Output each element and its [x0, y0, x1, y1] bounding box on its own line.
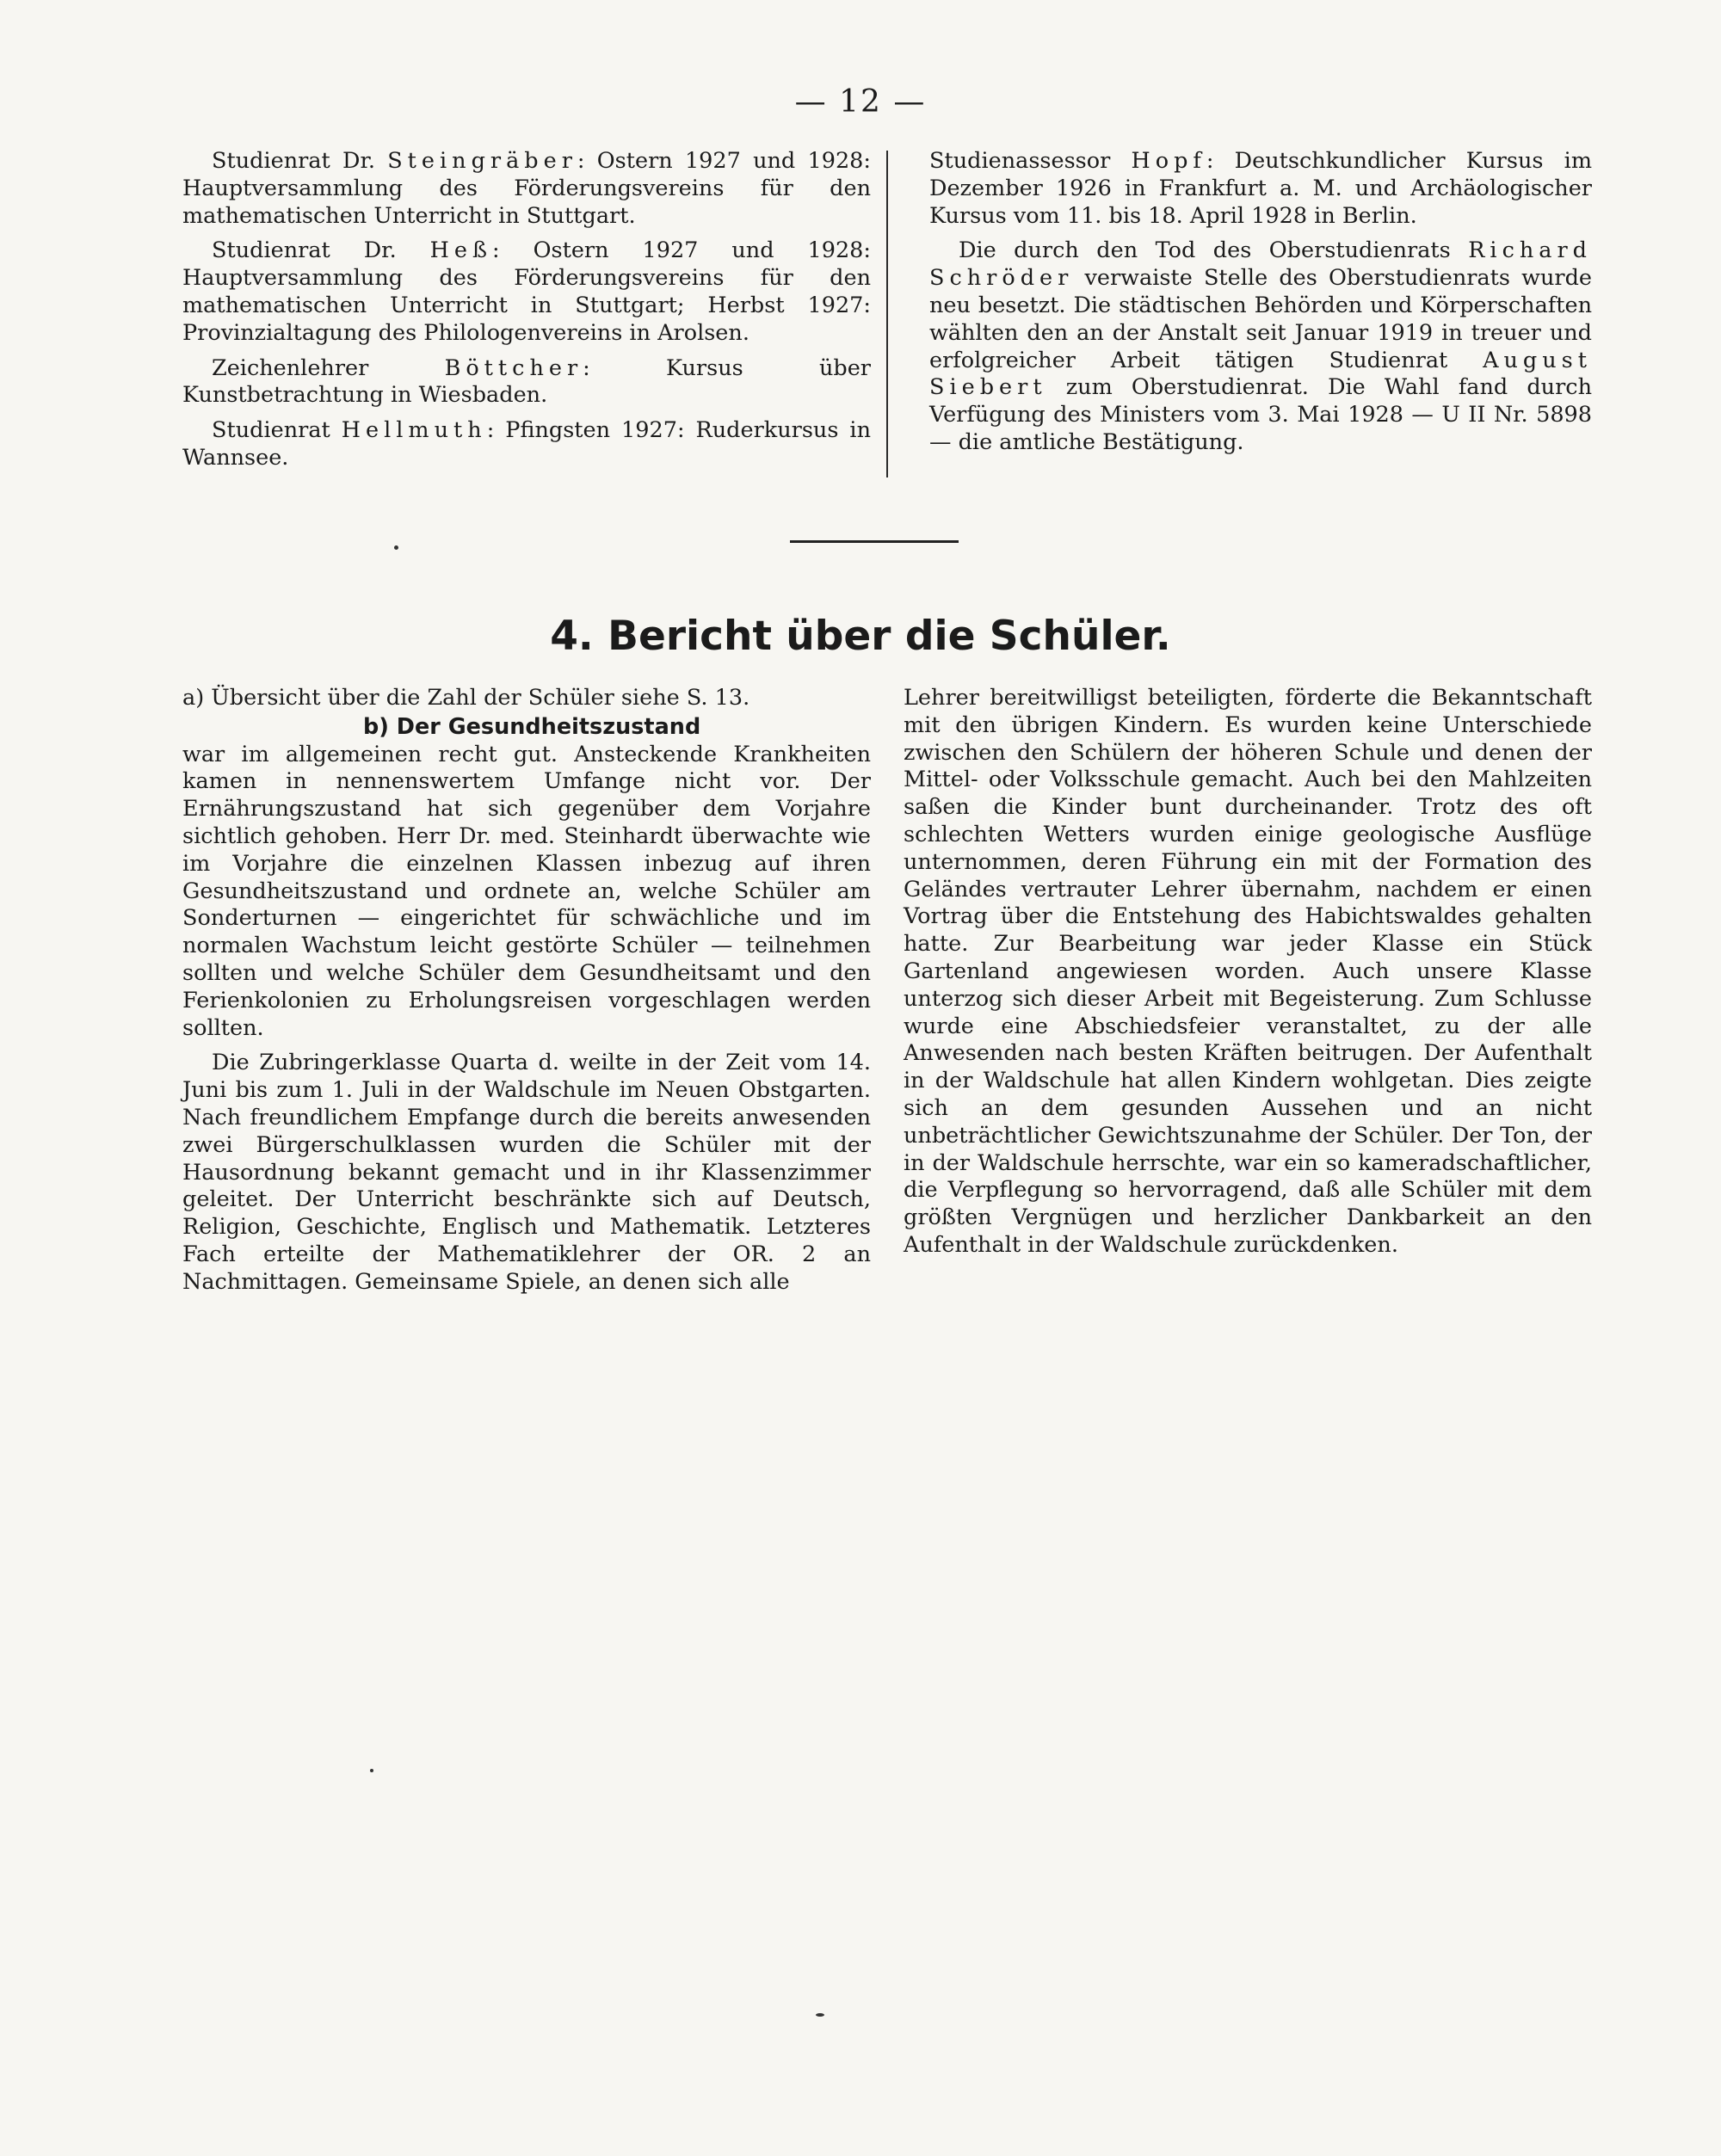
paragraph-prefix: Studienrat Dr. — [212, 148, 388, 174]
paragraph-prefix: Studienrat — [212, 417, 342, 444]
paragraph-uebersicht: a) Übersicht über die Zahl der Schüler siehe S. 13. — [182, 685, 750, 711]
page-number: — 12 — — [794, 84, 927, 120]
paragraph-waldschule: Die Zubringerklasse Quarta d. weilte in der Zeit vom 14. Juni bis zum 1. Juli in der Waldschule im Neuen Obstgarten. Nach freundlichem Empfange durch die bereits anwesenden zwei Bürgerschulklassen wurden die Schüler mit der Hausordnung bekannt gemacht und in ihr Klassenzimmer geleitet. Der Unterricht beschränkte sich auf Deutsch, Religion, Geschichte, Englisch und Mathematik. Letzteres Fach erteilte der Mathematiklehrer der OR. 2 an Nachmittagen. Gemeinsame Spiele, an denen sich alle — [182, 1050, 871, 1295]
scan-speck — [370, 1769, 373, 1772]
column-bottom-right — [904, 685, 1592, 1267]
paragraph-hopf — [929, 148, 1592, 230]
paragraph-text: : Ostern 1927 und 1928: Hauptversammlung des Förderungsvereins für den mathematischen Unterricht in Stuttgart; Herbst 1927: Provinzialtagung des Philologenvereins in Arolsen. — [182, 237, 871, 346]
paragraph-steingraeber — [182, 148, 871, 230]
paragraph-text: war im allgemeinen recht gut. Ansteckende Krankheiten kamen in nennenswertem Umfange nicht vor. Der Ernährungszustand hat sich gegenüber dem Vorjahre sichtlich gehoben. Herr Dr. med. Steinhardt überwachte wie im Vorjahre die einzelnen Klassen inbezug auf ihren Gesundheitszustand und ordnete an, welche Schüler am Sonderturnen — eingerichtet für schwächliche und im normalen Wachstum leicht gestörte Schüler — teilnehmen sollten und welche Schüler dem Gesundheitsamt und den Ferienkolonien zu Erholungsreisen vorgeschlagen werden sollten. — [182, 741, 871, 1041]
column-bottom-left — [182, 685, 871, 1304]
paragraph-waldschule-cont: Lehrer bereitwilligst beteiligten, förderte die Bekanntschaft mit den übrigen Kindern. Es wurden keine Unterschiede zwischen den Schülern der höheren Schule und denen der Mittel- oder Volksschule gemacht. Auch bei den Mahlzeiten saßen die Kinder bunt durcheinander. Trotz des oft schlechten Wetters wurden einige geologische Ausflüge unternommen, deren Führung ein mit der Formation des Geländes vertrauter Lehrer übernahm, nachdem er einen Vortrag über die Entstehung des Habichtswaldes gehalten hatte. Zur Bearbeitung war jeder Klasse ein Stück Gartenland angewiesen worden. Auch unsere Klasse unterzog sich dieser Arbeit mit Begeisterung. Zum Schlusse wurde eine Abschiedsfeier veranstaltet, zu der alle Anwesenden nach besten Kräften beitrugen. Der Aufenthalt in der Waldschule hat allen Kindern wohlgetan. Dies zeigte sich an dem gesunden Aussehen und an nicht unbeträchtlicher Gewichtszunahme der Schüler. Der Ton, der in der Waldschule herrschte, war ein so kameradschaftlicher, die Verpflegung so hervorragend, daß alle Schüler mit dem größten Vergnügen und herzlicher Dankbarkeit an den Aufenthalt in der Waldschule zurückdenken. — [904, 685, 1592, 1258]
column-top-left — [182, 148, 871, 480]
section-separator — [790, 540, 959, 543]
paragraph-text: Die durch den Tod des Oberstudienrats — [959, 237, 1469, 264]
section-heading: 4. Bericht über die Schüler. — [550, 613, 1171, 660]
paragraph-text: : Ostern 1927 und 1928: Hauptversammlung des Förderungsvereins für den mathematischen Unterricht in Stuttgart. — [182, 148, 871, 229]
person-name: Hellmuth — [341, 417, 487, 444]
paragraph-gesundheit — [182, 714, 871, 1043]
paragraph-prefix: Studienrat Dr. — [212, 237, 430, 264]
paragraph-prefix: Zeichenlehrer — [212, 354, 445, 381]
paragraph-text: : Deutschkundlicher Kursus im Dezember 1926 in Frankfurt a. M. und Archäologischer Kursus vom 11. bis 18. April 1928 in Berlin. — [929, 148, 1593, 229]
paragraph-hellmuth — [182, 417, 871, 472]
person-name: Böttcher — [444, 354, 583, 381]
paragraph-hess — [182, 237, 871, 347]
paragraph-oberstudienrat — [929, 237, 1592, 456]
person-name: Richard Schröder — [929, 237, 1592, 292]
paragraph-text: zum Oberstudienrat. Die Wahl fand durch Verfügung des Ministers vom 3. Mai 1928 — U II Nr. 5898 — die amtliche Bestätigung. — [929, 374, 1592, 455]
person-name: Hopf — [1131, 148, 1206, 174]
scan-speck — [394, 545, 398, 550]
column-top-right — [929, 148, 1592, 465]
column-divider — [886, 151, 888, 477]
person-name: August Siebert — [929, 347, 1592, 401]
paragraph-prefix: Studienassessor — [929, 148, 1132, 174]
person-name: Steingräber — [387, 148, 577, 174]
paragraph-text: verwaiste Stelle des Oberstudienrats wurde neu besetzt. Die städtischen Behörden und Körperschaften wählten den an der Anstalt seit Januar 1919 in treuer und erfolgreicher Arbeit tätigen Studienrat — [929, 265, 1592, 373]
paragraph-text: : Kursus über Kunstbetrachtung in Wiesbaden. — [182, 354, 872, 409]
paragraph-text: : Pfingsten 1927: Ruderkursus in Wannsee. — [182, 417, 871, 471]
paragraph-boettcher — [182, 355, 871, 410]
subheading-gesundheitszustand: b) Der Gesundheitszustand — [363, 713, 701, 740]
scan-speck — [816, 2013, 824, 2017]
person-name: Heß — [429, 237, 493, 264]
